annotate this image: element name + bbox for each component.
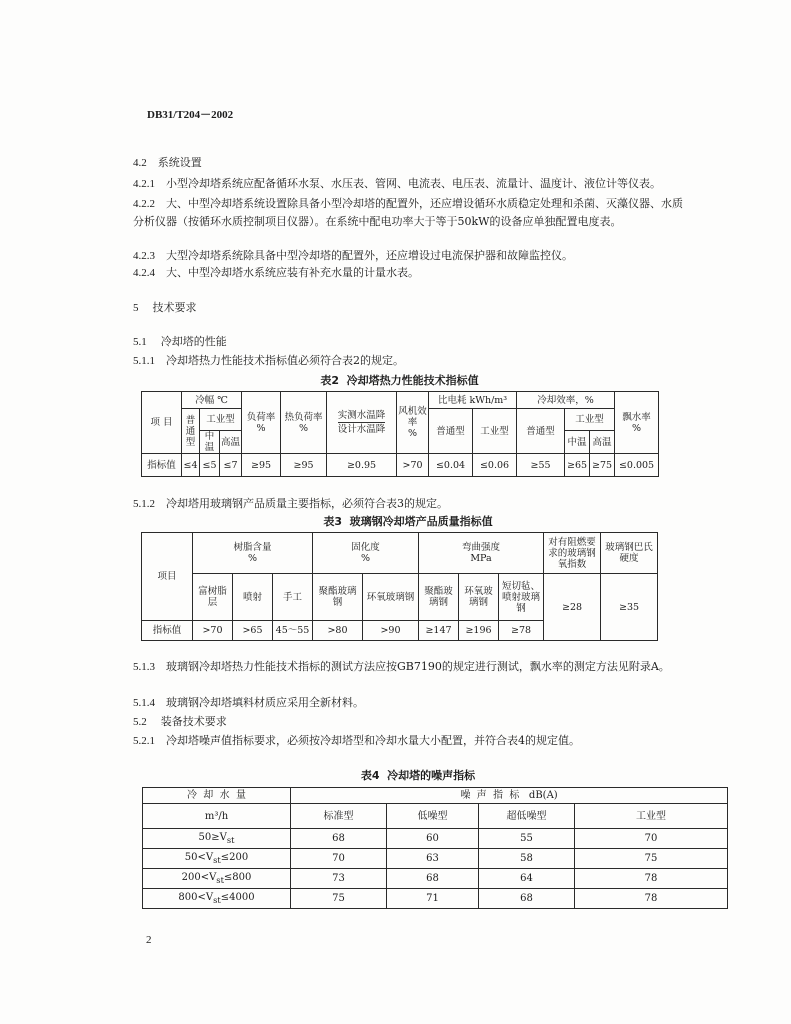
header-type-low-noise: 低噪型 [387,804,479,829]
volume-range-post: ≤4000 [220,891,255,903]
volume-range-pre: 50<V [184,851,214,863]
table-cell: >90 [363,621,419,641]
header-item: 项 目 [142,392,182,454]
header-fan-efficiency-label: 风机效率 [398,406,427,428]
standard-code-header: DB31/T204－2002 [147,109,234,121]
clause-text: 冷却塔热力性能技术指标值必须符合表2的规定。 [166,354,404,367]
volume-range-sub: st [213,894,221,905]
header-approach: 冷幅 ℃ [182,392,242,409]
table-row [143,869,728,889]
header-drift-rate-label: 飘水率 [622,411,651,423]
clause-number: 5.1.2 [133,498,155,510]
subheader-resin-rich-layer: 富树脂层 [193,574,233,621]
table-cell: ≥65 [565,454,590,477]
table-cell: ≥0.95 [327,454,397,477]
volume-range-pre: 800<V [178,891,214,903]
row-label: 指标值 [142,621,193,641]
table-cell: ≤0.06 [473,454,517,477]
clause-number: 5.1.1 [133,355,155,367]
header-volume-unit: m³/h [143,804,291,829]
header-barcol-hardness: 玻璃钢巴氏硬度 [601,533,658,574]
subheader-polyester-frp: 聚酯玻璃钢 [313,574,363,621]
table-cell: 78 [575,889,728,909]
table-cell: 64 [479,869,575,889]
volume-range [143,869,291,889]
clause-5-2-1 [133,732,685,750]
volume-range-sub: st [213,854,221,865]
clause-5-1-2 [133,495,685,513]
table-cell: 73 [291,869,387,889]
clause-5-1-3 [133,657,685,677]
header-cooling-efficiency: 冷却效率，% [517,392,615,409]
frp-quality-table [141,532,658,641]
clause-5-1-4 [133,694,685,712]
clause-text: 玻璃钢冷却塔填料材质应采用全新材料。 [166,696,364,709]
header-efficiency-high-temp: 高温 [590,431,615,454]
table-cell: 75 [575,849,728,869]
clause-number: 5.2 [133,716,147,728]
header-heat-load-rate-label: 热负荷率 [284,411,323,423]
volume-range [143,829,291,849]
unit-percent: % [408,428,418,439]
table-cell: 58 [479,849,575,869]
header-bending-strength [419,533,544,574]
clause-number: 5.2.1 [133,735,155,747]
volume-range [143,889,291,909]
table-cell: 78 [575,869,728,889]
table-cell: 71 [387,889,479,909]
table-cell: 68 [291,829,387,849]
header-specific-power: 比电耗 kWh/m³ [429,392,517,409]
table-cell: 60 [387,829,479,849]
noise-limit-table [142,787,728,909]
clause-4-2-1 [133,175,685,193]
table-cell: 68 [479,889,575,909]
table-cell: ≥196 [459,621,499,641]
table-cell: ≥55 [517,454,565,477]
table-cell: ≥78 [499,621,544,641]
page-number: 2 [146,934,152,946]
clause-title: 冷却塔的性能 [160,335,227,348]
header-approach-normal: 普通型 [182,409,200,454]
subheader-spray: 喷射 [233,574,273,621]
table-cell: 45～55 [273,621,313,641]
subheader-hand-layup: 手工 [273,574,313,621]
clause-5-2-heading [133,713,685,731]
table-cell: 75 [291,889,387,909]
table-row [143,849,728,869]
header-resin-content [193,533,313,574]
subheader-epoxy-frp: 环氧玻璃钢 [363,574,419,621]
header-efficiency-normal: 普通型 [517,409,565,454]
clause-number: 5.1 [133,336,147,348]
subheader-polyester-frp: 聚酯玻璃钢 [419,574,459,621]
clause-4-2-heading [133,154,685,172]
clause-4-2-4 [133,264,685,282]
header-load-rate [242,392,281,454]
table-cell: 68 [387,869,479,889]
volume-range-pre: 200<V [181,871,217,883]
clause-number: 4.2.3 [133,250,155,262]
volume-range-post: ≤800 [223,871,252,883]
subheader-chopped-mat-frp: 短切毡、喷射玻璃钢 [499,574,544,621]
clause-title: 装备技术要求 [160,715,227,728]
clause-text: 大、中型冷却塔系统设置除具备小型冷却塔的配置外，还应增设循环水质稳定处理和杀菌、灭藻仪器、水质分析仪器（按循环水质控制项目仪器）。在系统中配电功率大于等于50kW的设备应单独配置电度表。 [133,197,683,228]
table-4-caption: 表4 冷却塔的噪声指标 [360,769,476,782]
header-type-standard: 标准型 [291,804,387,829]
table-cell: ≥95 [242,454,281,477]
table-cell: ≤0.005 [615,454,659,477]
header-water-volume: 冷 却 水 量 [143,788,291,804]
section-number: 5 [133,302,139,314]
table-cell: 70 [291,849,387,869]
volume-range [143,849,291,869]
header-efficiency-mid-temp: 中温 [565,431,590,454]
header-power-industrial: 工业型 [473,409,517,454]
table-3-caption: 表3 玻璃钢冷却塔产品质量指标值 [323,515,493,528]
header-load-rate-label: 负荷率 [246,411,276,423]
header-fan-efficiency [397,392,429,454]
section-5-heading [133,299,685,317]
header-measured-temp-drop: 实测水温降 [337,410,386,421]
header-design-temp-drop: 设计水温降 [337,424,386,435]
clause-text: 冷却塔用玻璃钢产品质量主要指标，必须符合表3的规定。 [166,497,448,510]
clause-number: 5.1.4 [133,697,155,709]
table-cell: ≥35 [601,574,658,641]
volume-range-sub: st [226,834,235,845]
clause-5-1-1 [133,352,685,370]
header-drift-rate [615,392,659,454]
table-cell: 70 [575,829,728,849]
header-oxygen-index: 对有阻燃要求的玻璃钢氧指数 [544,533,601,574]
clause-number: 5.1.3 [133,661,155,673]
header-power-normal: 普通型 [429,409,473,454]
header-resin-content-label: 树脂含量 [233,542,272,553]
table-row [143,829,728,849]
subheader-epoxy-frp: 环氧玻璃钢 [459,574,499,621]
table-cell: ≤4 [182,454,200,477]
header-approach-industrial: 工业型 [200,409,242,431]
header-approach-high-temp: 高温 [220,431,242,454]
clause-4-2-3 [133,247,685,265]
table-cell: ≤0.04 [429,454,473,477]
table-row [143,889,728,909]
unit-percent: % [632,422,642,434]
clause-text: 小型冷却塔系统应配备循环水泵、水压表、管网、电流表、电压表、流量计、温度计、液位计等仪表。 [166,177,661,190]
header-heat-load-rate [281,392,327,454]
header-temperature-drop-ratio [327,392,397,454]
clause-number: 4.2.2 [133,198,155,210]
clause-text: 大型冷却塔系统除具备中型冷却塔的配置外，还应增设过电流保护器和故障监控仪。 [166,249,573,262]
header-noise-limit: 噪 声 指 标 dB(A) [291,788,728,804]
table-cell: >70 [397,454,429,477]
clause-number: 4.2.1 [133,178,155,190]
unit-percent: % [299,422,309,434]
clause-number: 4.2.4 [133,267,155,279]
unit-percent: % [256,422,266,434]
table-cell: ≤5 [200,454,220,477]
table-cell: ≥28 [544,574,601,641]
header-bending-strength-label: 弯曲强度 [462,542,501,553]
table-cell: 63 [387,849,479,869]
header-item: 项目 [142,533,193,621]
clause-4-2-2 [133,195,685,231]
unit-percent: % [360,553,371,564]
table-cell: ≥147 [419,621,459,641]
clause-title: 系统设置 [157,156,202,169]
unit-percent: % [247,553,258,564]
clause-number: 4.2 [133,157,147,169]
header-cure-degree [313,533,419,574]
table-cell: ≥75 [590,454,615,477]
section-title: 技术要求 [152,301,197,314]
header-efficiency-industrial: 工业型 [565,409,615,431]
table-cell: 55 [479,829,575,849]
clause-text: 冷却塔噪声值指标要求，必须按冷却塔型和冷却水量大小配置，并符合表4的规定值。 [166,734,580,747]
table-cell: >65 [233,621,273,641]
table-2-caption: 表2 冷却塔热力性能技术指标值 [320,374,479,387]
unit-mpa: MPa [470,553,492,564]
volume-range-sub: st [216,874,224,885]
header-approach-mid-temp: 中温 [200,431,220,454]
thermal-performance-table [141,391,659,477]
volume-range-post: ≤200 [220,851,249,863]
table-cell: ≤7 [220,454,242,477]
header-cure-degree-label: 固化度 [351,542,380,553]
row-label: 指标值 [142,454,182,477]
header-type-industrial: 工业型 [575,804,728,829]
clause-text: 大、中型冷却塔水系统应装有补充水量的计量水表。 [166,266,419,279]
table-cell: >70 [193,621,233,641]
table-cell: ≥95 [281,454,327,477]
clause-text: 玻璃钢冷却塔热力性能技术指标的测试方法应按GB7190的规定进行测试，飘水率的测定方法见附录A。 [166,660,670,673]
volume-range-pre: 50≥V [198,831,227,843]
table-cell: >80 [313,621,363,641]
clause-5-1-heading [133,333,685,351]
header-type-ultra-low-noise: 超低噪型 [479,804,575,829]
